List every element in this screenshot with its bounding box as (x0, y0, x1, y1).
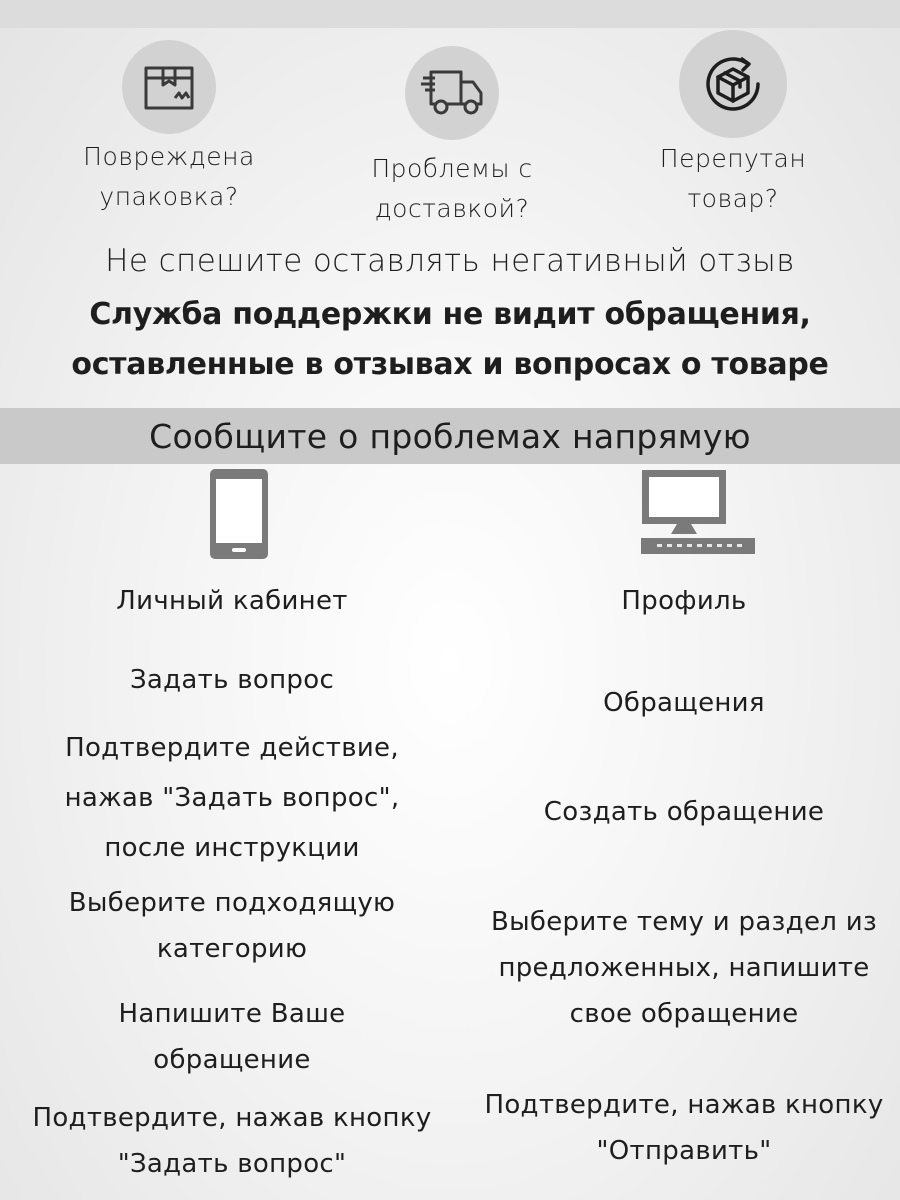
step-text: Профиль (621, 586, 747, 616)
left-column (12, 0, 452, 1200)
right-step-1 (464, 578, 900, 624)
left-step-6 (12, 1095, 452, 1187)
step-text: Выберите тему и раздел из (490, 907, 878, 937)
step-text: "Отправить" (596, 1136, 772, 1166)
left-step-5 (12, 991, 452, 1083)
step-text: Напишите Ваше (118, 999, 346, 1029)
right-column (464, 0, 900, 1200)
step-text: Обращения (603, 688, 765, 718)
step-text: Задать вопрос (129, 665, 335, 695)
step-text: Подтвердите, нажав кнопку (484, 1090, 884, 1120)
warning-bold-line2: оставленные в отзывах и вопросах о товаре (71, 347, 829, 382)
issue-label-line1: Проблемы с (371, 154, 533, 183)
step-text: обращение (153, 1045, 311, 1075)
issue-label-line2: товар? (687, 184, 779, 213)
step-text: Создать обращение (543, 797, 825, 827)
step-text: "Задать вопрос" (117, 1149, 347, 1179)
step-text: свое обращение (569, 999, 799, 1029)
step-text: Подтвердите, нажав кнопку (32, 1103, 432, 1133)
step-text: после инструкции (104, 833, 360, 863)
step-text: нажав "Задать вопрос", (64, 783, 400, 813)
left-step-4 (12, 880, 452, 972)
right-step-2 (464, 680, 900, 726)
issue-label-line2: доставкой? (374, 194, 530, 223)
warning-bold-line1: Служба поддержки не видит обращения, (89, 297, 811, 332)
right-step-5 (464, 1082, 900, 1174)
left-step-2 (12, 657, 452, 703)
banner-text: Сообщите о проблемах напрямую (149, 417, 751, 456)
issue-label-line2: упаковка? (99, 182, 239, 211)
step-text: Подтвердите действие, (65, 733, 399, 763)
right-step-4 (464, 899, 900, 1037)
left-step-3 (12, 725, 452, 871)
right-step-3 (464, 789, 900, 835)
left-step-1 (12, 578, 452, 624)
step-text: категорию (156, 934, 308, 964)
issue-label-line1: Перепутан (659, 144, 807, 173)
step-text: Выберите подходящую (68, 888, 396, 918)
step-text: Личный кабинет (116, 586, 348, 616)
issue-label-line1: Повреждена (83, 142, 255, 171)
step-text: предложенных, напишите (498, 953, 870, 983)
warning-line: Не спешите оставлять негативный отзыв (105, 243, 795, 279)
